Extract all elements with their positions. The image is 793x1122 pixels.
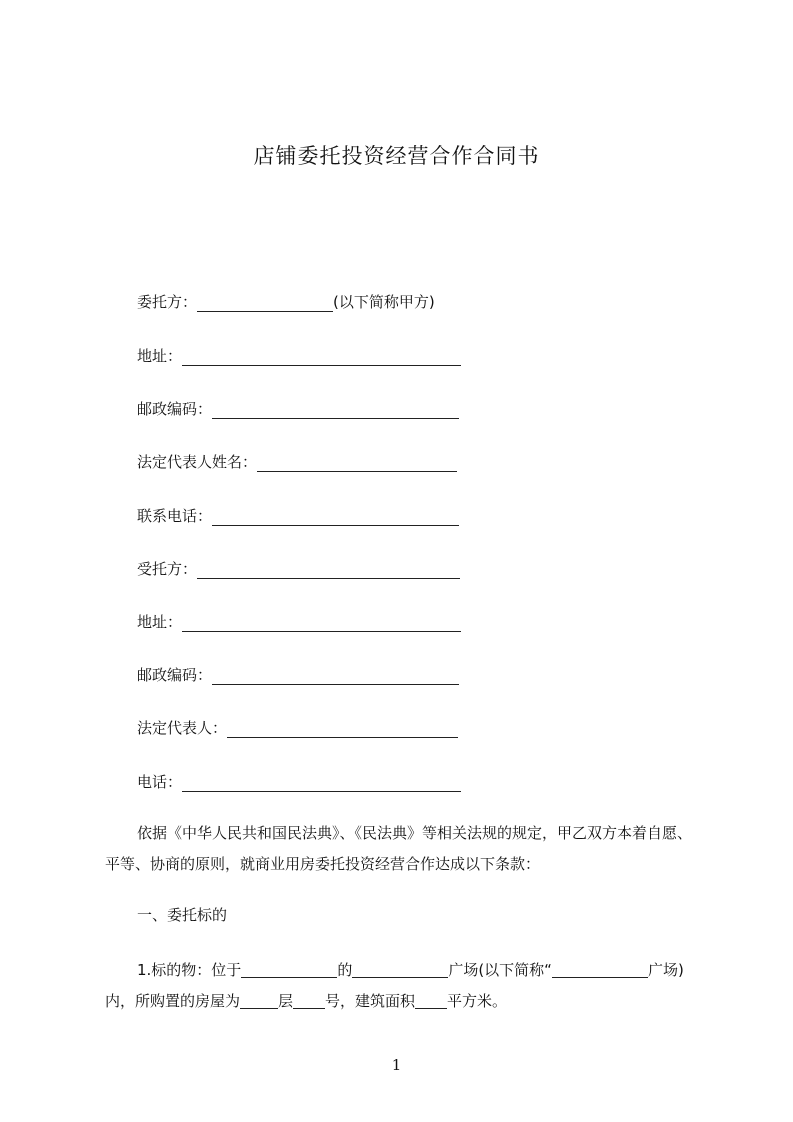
phone2-label: 电话： (137, 773, 183, 791)
legal-rep2-label: 法定代表人： (137, 719, 228, 737)
postcode2-blank[interactable] (212, 667, 459, 685)
section1-heading: 一、委托标的 (137, 906, 228, 924)
section1-item1 (105, 955, 705, 1017)
phone1-label: 联系电话： (137, 507, 213, 525)
agent-label: 受托方： (137, 560, 198, 578)
address2-blank[interactable] (182, 614, 461, 632)
intro-text: 依据《中华人民共和国民法典》、《民法典》等相关法规的规定，甲乙双方本着自愿、平等、协商的原则，就商业用房委托投资经营合作达成以下条款： (105, 824, 693, 873)
postcode1-blank[interactable] (212, 401, 459, 419)
legal-rep1-blank[interactable] (257, 454, 457, 472)
principal-label: 委托方： (137, 293, 198, 311)
address1-blank[interactable] (182, 348, 461, 366)
page-number: 1 (391, 1056, 402, 1074)
address2-label: 地址： (137, 613, 183, 631)
item1-blank-location[interactable] (241, 960, 337, 978)
legal-rep2-field (137, 718, 458, 738)
item1-part5: 内，所购置的房屋为 (105, 992, 241, 1010)
item1-blank-number[interactable] (293, 991, 325, 1009)
legal-rep1-field (137, 452, 457, 472)
item1-part8: 平方米。 (447, 992, 508, 1010)
item1-part1: 1.标的物：位于 (137, 961, 242, 979)
phone2-blank[interactable] (182, 774, 461, 792)
phone1-field (137, 506, 459, 526)
item1-blank-short-name[interactable] (552, 960, 648, 978)
item1-blank-area[interactable] (415, 991, 447, 1009)
address1-label: 地址： (137, 347, 183, 365)
agent-field (137, 559, 460, 579)
postcode2-label: 邮政编码： (137, 666, 213, 684)
item1-blank-plaza[interactable] (352, 960, 448, 978)
address1-field (137, 346, 461, 366)
legal-rep2-blank[interactable] (227, 720, 458, 738)
item1-blank-floor[interactable] (240, 991, 278, 1009)
phone1-blank[interactable] (212, 508, 459, 526)
principal-field (137, 292, 435, 312)
item1-part7: 号，建筑面积 (325, 992, 416, 1010)
item1-part2: 的 (337, 961, 353, 979)
legal-rep1-label: 法定代表人姓名： (137, 453, 258, 471)
postcode1-label: 邮政编码： (137, 400, 213, 418)
postcode2-field (137, 665, 459, 685)
principal-suffix: (以下简称甲方) (333, 293, 435, 311)
item1-part6: 层 (278, 992, 294, 1010)
item1-part3: 广场(以下简称“ (448, 961, 552, 979)
address2-field (137, 612, 461, 632)
intro-paragraph (105, 818, 705, 880)
principal-blank[interactable] (197, 294, 333, 312)
phone2-field (137, 772, 461, 792)
document-title: 店铺委托投资经营合作合同书 (253, 144, 540, 168)
postcode1-field (137, 399, 459, 419)
agent-blank[interactable] (197, 561, 460, 579)
item1-part4: 广场) (647, 961, 684, 979)
